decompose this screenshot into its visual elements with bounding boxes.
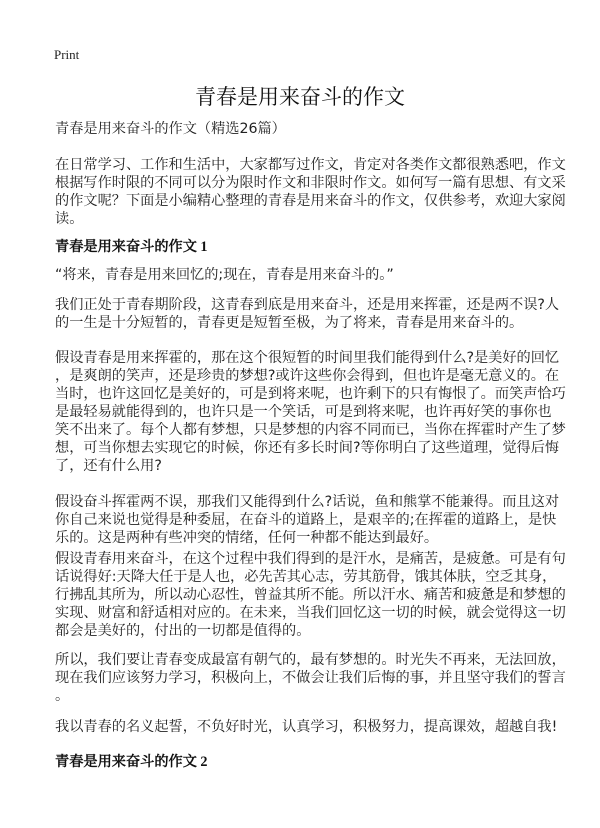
page-title: 青春是用来奋斗的作文	[195, 85, 405, 109]
text-line: 乐的。这是两种有些冲突的情绪，任何一种都不能达到最好。	[55, 530, 439, 546]
paragraph	[55, 266, 555, 284]
text-line: 笑不出来了。每个人都有梦想，只是梦想的内容不同而已，当你在挥霍时产生了梦	[55, 422, 566, 438]
text-line: 假设青春是用来挥霍的，那在这个很短暂的时间里我们能得到什么?是美好的回忆	[55, 350, 560, 366]
text-line: 所以，我们要让青春变成最富有朝气的，最有梦想的。时光失不再来，无法回放，	[55, 652, 566, 668]
subtitle	[55, 120, 555, 138]
paragraph	[55, 296, 560, 332]
intro-paragraph	[55, 156, 566, 228]
text-line: ，是爽朗的笑声，还是珍贵的梦想?或许这些你会得到，但也许是毫无意义的。在	[55, 368, 560, 384]
text-line: 当时，也许这回忆是美好的，可是到将来呢，也许剩下的只有悔恨了。而笑声恰巧	[55, 386, 566, 402]
print-link[interactable]: Print	[54, 47, 80, 62]
text-line: 现在我们应该努力学习，积极向上，不做会让我们后悔的事，并且坚守我们的誓言	[55, 670, 566, 686]
text-line: “将来，青春是用来回忆的;现在，青春是用来奋斗的。”	[55, 267, 394, 283]
text-line: 话说得好:天降大任于是人也，必先苦其心志，劳其筋骨，饿其体肤，空乏其身，	[55, 569, 557, 585]
text-line: 想，可当你想去实现它的时候，你还有多长时间?等你明白了这些道理，觉得后悔	[55, 440, 560, 456]
text-line: 了，还有什么用?	[55, 458, 162, 474]
text-line: 我们正处于青春期阶段，这青春到底是用来奋斗，还是用来挥霍，还是两不误?人	[55, 297, 560, 313]
text-line: 行拂乱其所为，所以动心忍性，曾益其所不能。所以汗水、痛苦和疲惫是和梦想的	[55, 587, 566, 603]
paragraph	[55, 718, 558, 736]
text-line: 你自己来说也觉得是种委屈，在奋斗的道路上，是艰辛的;在挥霍的道路上，是快	[55, 512, 557, 528]
text-line: 我以青春的名义起誓，不负好时光，认真学习，积极努力，提高课效，超越自我!	[55, 719, 558, 735]
text-line: 在日常学习、工作和生活中，大家都写过作文，肯定对各类作文都很熟悉吧，作文	[55, 157, 566, 173]
text-line: 假设青春用来奋斗，在这个过程中我们得到的是汗水，是痛苦，是疲惫。可是有句	[55, 551, 566, 567]
section-heading-2: 青春是用来奋斗的作文 2	[55, 754, 208, 770]
paragraph	[55, 550, 566, 640]
text-line: 的一生是十分短暂的，青春更是短暂至极，为了将来，青春是用来奋斗的。	[55, 315, 524, 331]
text-line: 根据写作时限的不同可以分为限时作文和非限时作文。如何写一篇有思想、有文采	[55, 175, 566, 191]
text-line: 假设奋斗挥霍两不误，那我们又能得到什么?话说，鱼和熊掌不能兼得。而且这对	[55, 494, 560, 510]
text-line: 的作文呢？下面是小编精心整理的青春是用来奋斗的作文，仅供参考，欢迎大家阅	[55, 193, 566, 209]
paragraph	[55, 493, 560, 547]
paragraph	[55, 349, 566, 475]
section-heading-1: 青春是用来奋斗的作文 1	[55, 239, 208, 255]
text-line: 实现、财富和舒适相对应的。在未来，当我们回忆这一切的时候，就会觉得这一切	[55, 605, 566, 621]
subtitle-text: 青春是用来奋斗的作文（精选26篇）	[55, 121, 286, 137]
text-line: 都会是美好的，付出的一切都是值得的。	[55, 623, 311, 639]
text-line: 读。	[55, 211, 84, 227]
text-line: 。	[55, 688, 70, 704]
paragraph	[55, 651, 566, 705]
text-line: 是最轻易就能得到的，也许只是一个笑话，可是到将来呢，也许再好笑的事你也	[55, 404, 552, 420]
